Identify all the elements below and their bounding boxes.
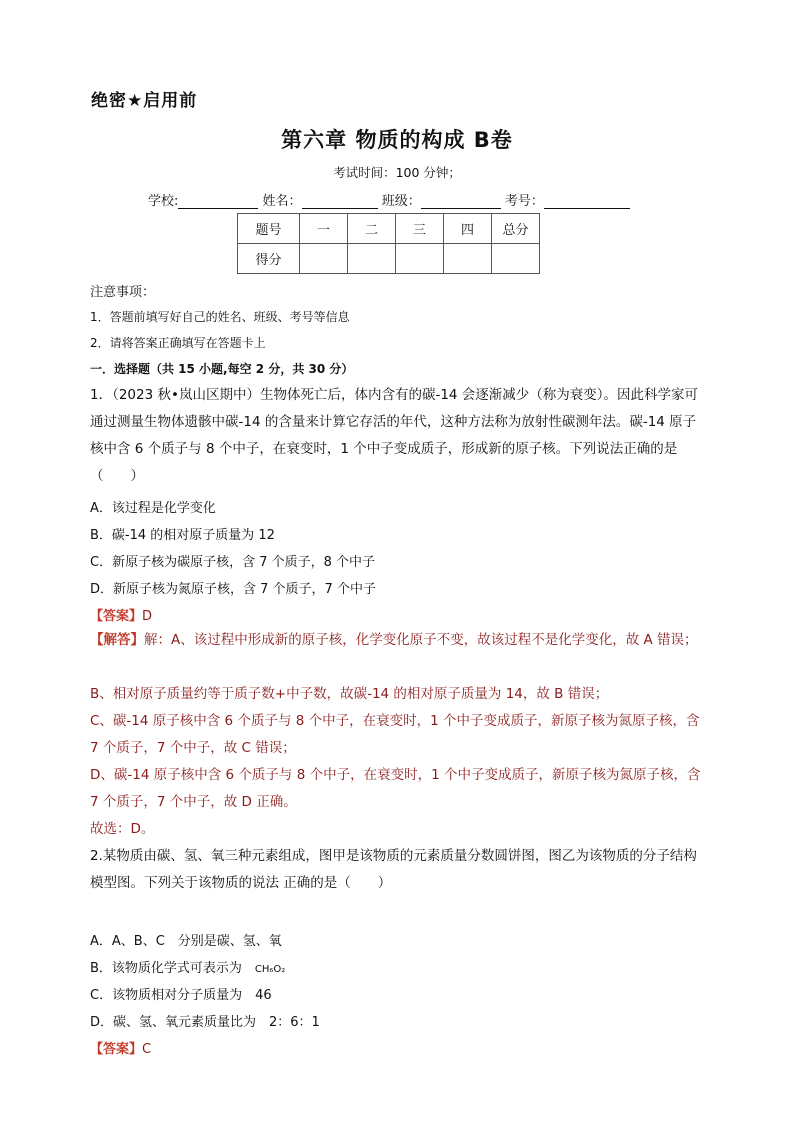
notes-item-1: 1．答题前填写好自己的姓名、班级、考号等信息 bbox=[90, 310, 350, 324]
exam-no-field[interactable] bbox=[544, 194, 630, 209]
name-field[interactable] bbox=[302, 194, 378, 209]
question-1-analysis-a bbox=[90, 627, 704, 654]
question-1-option-d: D．新原子核为氮原子核，含 7 个质子，7 个中子 bbox=[90, 582, 376, 597]
question-1-option-b: B．碳-14 的相对原子质量为 12 bbox=[90, 528, 275, 543]
option-b-text: B．该物质化学式可表示为 bbox=[90, 961, 255, 976]
chemical-formula: CH₆O₂ bbox=[254, 964, 286, 975]
table-cell: 一 bbox=[300, 214, 348, 244]
secret-label: 绝密★启用前 bbox=[91, 91, 198, 111]
question-1-option-a: A．该过程是化学变化 bbox=[90, 501, 216, 516]
question-1-analysis-c: C、碳-14 原子核中含 6 个质子与 8 个中子，在衰变时，1 个中子变成质子，新原子核为氮原子核，含 7 个质子，7 个中子，故 C 错误； bbox=[90, 713, 700, 756]
answer-value: D bbox=[142, 609, 153, 624]
question-1-option-c: C．新原子核为碳原子核，含 7 个质子，8 个中子 bbox=[90, 555, 376, 570]
exam-no-label: 考号： bbox=[504, 194, 544, 209]
answer-value: C bbox=[142, 1042, 152, 1057]
student-info-line bbox=[148, 190, 630, 209]
school-field[interactable] bbox=[178, 194, 258, 209]
table-cell: 题号 bbox=[238, 214, 300, 244]
answer-label: 【答案】 bbox=[90, 609, 143, 624]
question-2-option-c: C．该物质相对分子质量为 46 bbox=[90, 988, 272, 1003]
question-1-analysis-b: B、相对原子质量约等于质子数+中子数，故碳-14 的相对原子质量为 14，故 B 错误； bbox=[90, 686, 609, 702]
table-cell: 三 bbox=[396, 214, 444, 244]
page-title: 第六章 物质的构成 B卷 bbox=[281, 128, 513, 152]
answer-label: 【答案】 bbox=[90, 1042, 143, 1057]
table-cell: 二 bbox=[348, 214, 396, 244]
school-label: 学校: bbox=[148, 194, 179, 209]
question-1-conclusion: 故选：D。 bbox=[90, 821, 155, 837]
table-cell: 总分 bbox=[492, 214, 540, 244]
question-1-analysis-d: D、碳-14 原子核中含 6 个质子与 8 个中子，在衰变时，1 个中子变成质子，新原子核为氮原子核，含 7 个质子，7 个中子，故 D 正确。 bbox=[90, 767, 701, 810]
section-1-heading: 一．选择题（共 15 小题,每空 2 分，共 30 分） bbox=[90, 362, 354, 376]
table-cell: 得分 bbox=[238, 244, 300, 274]
score-cell[interactable] bbox=[492, 244, 540, 274]
score-table-header-row bbox=[238, 214, 540, 244]
name-label: 姓名： bbox=[262, 194, 302, 209]
notes-heading: 注意事项： bbox=[90, 285, 156, 300]
question-1-answer bbox=[90, 605, 152, 624]
class-label: 班级： bbox=[381, 194, 421, 209]
score-cell[interactable] bbox=[348, 244, 396, 274]
score-table bbox=[237, 213, 540, 274]
exam-time: 考试时间：100 分钟； bbox=[333, 165, 461, 180]
question-1-stem: 1．（2023 秋•岚山区期中）生物体死亡后，体内含有的碳-14 会逐渐减少（称为衰变）。因此科学家可通过测量生物体遗骸中碳-14 的含量来计算它存活的年代，这种方法称为放射性碳测年法。碳-14 原子核中含 6 个质子与 8 个中子，在衰变时，1 个中子变成质子，形成新的原子核。下列说法正确的是（ ） bbox=[90, 387, 699, 484]
class-field[interactable] bbox=[421, 194, 501, 209]
question-2-option-b bbox=[90, 957, 285, 976]
notes-item-2: 2．请将答案正确填写在答题卡上 bbox=[90, 336, 266, 350]
question-2-option-a: A．A、B、C 分别是碳、氢、氧 bbox=[90, 934, 282, 949]
score-cell[interactable] bbox=[396, 244, 444, 274]
table-cell: 四 bbox=[444, 214, 492, 244]
score-table-score-row bbox=[238, 244, 540, 274]
analysis-label: 【解答】 bbox=[90, 632, 144, 648]
question-2-answer bbox=[90, 1038, 151, 1057]
score-cell[interactable] bbox=[300, 244, 348, 274]
analysis-text: 解：A、该过程中形成新的原子核，化学变化原子不变，故该过程不是化学变化，故 A 错误； bbox=[144, 632, 698, 648]
score-cell[interactable] bbox=[444, 244, 492, 274]
question-2-option-d: D．碳、氢、氧元素质量比为 2：6：1 bbox=[90, 1015, 320, 1030]
question-2-stem: 2.某物质由碳、氢、氧三种元素组成，图甲是该物质的元素质量分数圆饼图，图乙为该物质的分子结构模型图。下列关于该物质的说法 正确的是（ ） bbox=[90, 848, 697, 891]
